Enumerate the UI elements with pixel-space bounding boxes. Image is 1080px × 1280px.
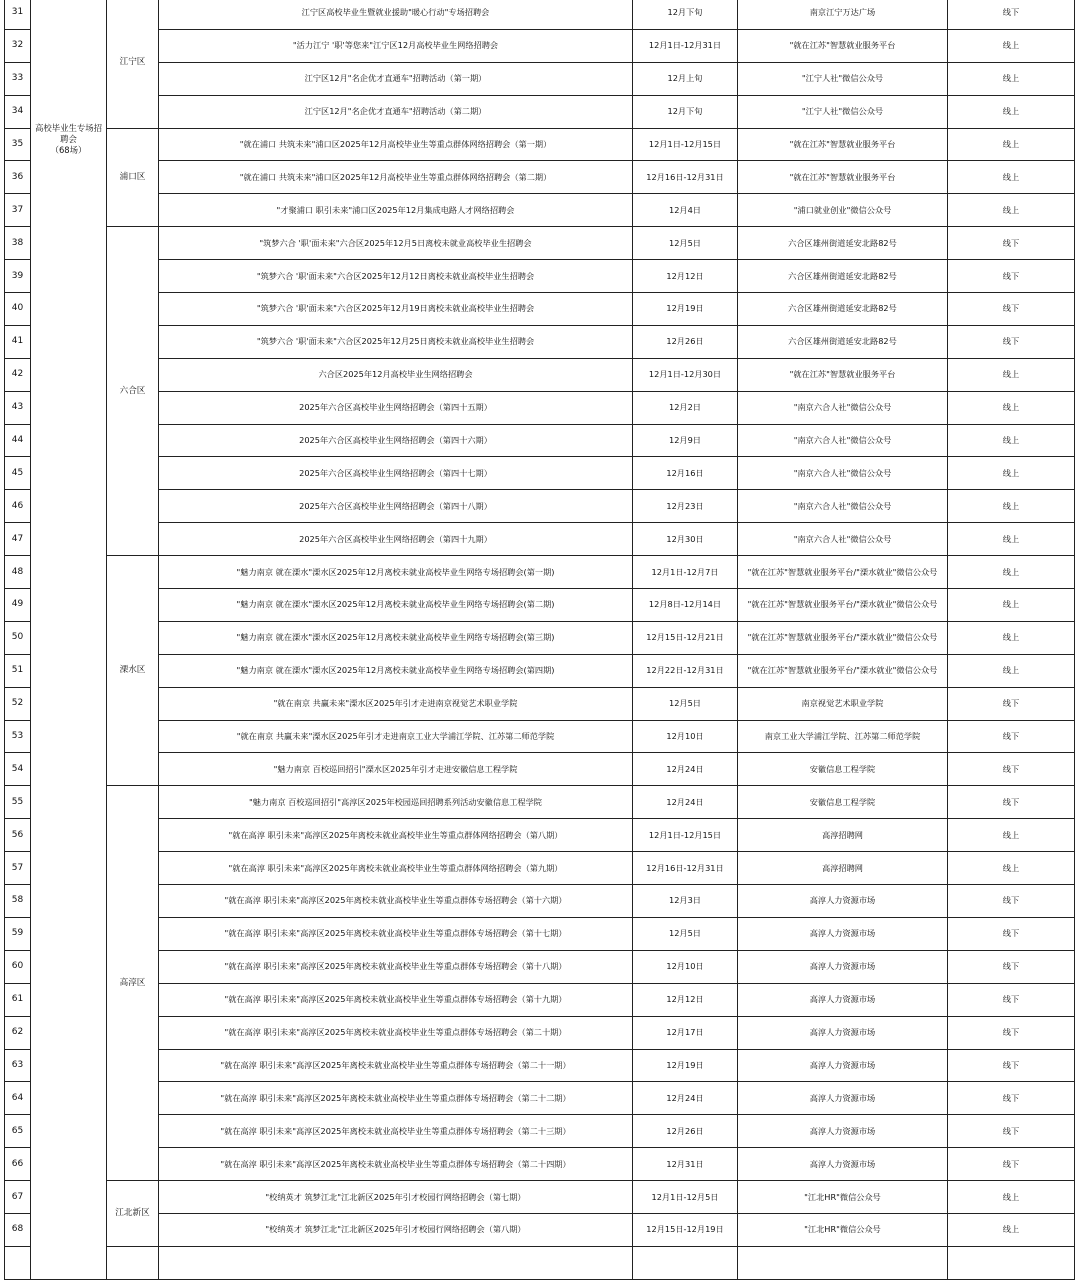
event-mode: 线上: [948, 128, 1075, 161]
table-row: [5, 227, 1075, 260]
category-cell: [31, 0, 107, 1279]
table-row: [5, 29, 1075, 62]
row-number: 40: [5, 293, 31, 326]
table-row: [5, 1082, 1075, 1115]
event-title: 2025年六合区高校毕业生网络招聘会（第四十六期）: [159, 424, 633, 457]
table-row: [5, 161, 1075, 194]
event-mode: 线上: [948, 1181, 1075, 1214]
row-number: 59: [5, 917, 31, 950]
event-venue: 高淳招聘网: [738, 852, 948, 885]
event-title: 2025年六合区高校毕业生网络招聘会（第四十七期）: [159, 457, 633, 490]
table-row: [5, 819, 1075, 852]
district-cell: 江北新区: [107, 1181, 159, 1247]
empty-cell: [948, 1246, 1075, 1279]
event-title: "就在浦口 共筑未来"浦口区2025年12月高校毕业生等重点群体网络招聘会（第一期）: [159, 128, 633, 161]
row-number: 52: [5, 687, 31, 720]
event-mode: 线上: [948, 556, 1075, 589]
event-date: 12月12日: [633, 260, 738, 293]
event-venue: 安徽信息工程学院: [738, 753, 948, 786]
table-row: [5, 293, 1075, 326]
event-mode: 线下: [948, 753, 1075, 786]
event-date: 12月10日: [633, 720, 738, 753]
event-title: "筑梦六合 '职'面未来"六合区2025年12月5日离校未就业高校毕业生招聘会: [159, 227, 633, 260]
event-date: 12月1日-12月31日: [633, 29, 738, 62]
event-date: 12月2日: [633, 391, 738, 424]
event-mode: 线上: [948, 457, 1075, 490]
table-row: [5, 786, 1075, 819]
event-title: "就在高淳 职引未来"高淳区2025年离校未就业高校毕业生等重点群体专场招聘会（第十九期）: [159, 983, 633, 1016]
event-mode: 线下: [948, 1049, 1075, 1082]
empty-cell: [633, 1246, 738, 1279]
table-row: [5, 1049, 1075, 1082]
event-date: 12月16日-12月31日: [633, 161, 738, 194]
empty-cell: [107, 1246, 159, 1279]
event-venue: 高淳人力资源市场: [738, 885, 948, 918]
table-row: [5, 358, 1075, 391]
row-number: 43: [5, 391, 31, 424]
table-row: [5, 917, 1075, 950]
event-mode: 线下: [948, 1082, 1075, 1115]
table-row: [5, 753, 1075, 786]
event-date: 12月19日: [633, 293, 738, 326]
event-title: "魅力南京 就在溧水"溧水区2025年12月离校未就业高校毕业生网络专场招聘会(第三期): [159, 621, 633, 654]
event-mode: 线下: [948, 1148, 1075, 1181]
row-number: 65: [5, 1115, 31, 1148]
event-date: 12月5日: [633, 687, 738, 720]
table-row: [5, 95, 1075, 128]
event-mode: 线下: [948, 325, 1075, 358]
event-mode: 线下: [948, 293, 1075, 326]
event-venue: "就在江苏"智慧就业服务平台/"溧水就业"微信公众号: [738, 556, 948, 589]
event-date: 12月23日: [633, 490, 738, 523]
table-row: [5, 457, 1075, 490]
table-row: [5, 1148, 1075, 1181]
empty-cell: [159, 1246, 633, 1279]
event-title: "魅力南京 就在溧水"溧水区2025年12月离校未就业高校毕业生网络专场招聘会(第二期): [159, 589, 633, 622]
event-venue: 六合区雄州街道延安北路82号: [738, 293, 948, 326]
row-number: 39: [5, 260, 31, 293]
event-venue: "江宁人社"微信公众号: [738, 62, 948, 95]
table-row: [5, 654, 1075, 687]
event-venue: 高淳人力资源市场: [738, 1049, 948, 1082]
event-mode: 线下: [948, 260, 1075, 293]
row-number: 56: [5, 819, 31, 852]
row-number: 49: [5, 589, 31, 622]
row-number: 46: [5, 490, 31, 523]
row-number: 38: [5, 227, 31, 260]
event-mode: 线下: [948, 687, 1075, 720]
event-mode: 线下: [948, 1016, 1075, 1049]
table-row: [5, 983, 1075, 1016]
event-title: "就在南京 共赢未来"溧水区2025年引才走进南京视觉艺术职业学院: [159, 687, 633, 720]
event-mode: 线下: [948, 0, 1075, 29]
event-title: 2025年六合区高校毕业生网络招聘会（第四十五期）: [159, 391, 633, 424]
table-row: [5, 128, 1075, 161]
event-title: "筑梦六合 '职'面未来"六合区2025年12月12日离校未就业高校毕业生招聘会: [159, 260, 633, 293]
row-number: 45: [5, 457, 31, 490]
row-number: 34: [5, 95, 31, 128]
event-venue: "南京六合人社"微信公众号: [738, 391, 948, 424]
event-date: 12月1日-12月5日: [633, 1181, 738, 1214]
event-mode: 线上: [948, 161, 1075, 194]
event-title: "就在高淳 职引未来"高淳区2025年离校未就业高校毕业生等重点群体网络招聘会（第八期）: [159, 819, 633, 852]
event-date: 12月26日: [633, 1115, 738, 1148]
event-venue: 高淳人力资源市场: [738, 1016, 948, 1049]
event-date: 12月31日: [633, 1148, 738, 1181]
event-mode: 线上: [948, 391, 1075, 424]
event-venue: 高淳人力资源市场: [738, 1082, 948, 1115]
event-mode: 线上: [948, 819, 1075, 852]
event-venue: 高淳人力资源市场: [738, 950, 948, 983]
event-mode: 线上: [948, 62, 1075, 95]
event-date: 12月30日: [633, 523, 738, 556]
event-venue: "就在江苏"智慧就业服务平台: [738, 29, 948, 62]
row-number: 31: [5, 0, 31, 29]
table-row: [5, 720, 1075, 753]
row-number: 47: [5, 523, 31, 556]
event-date: 12月15日-12月21日: [633, 621, 738, 654]
event-venue: "江北HR"微信公众号: [738, 1181, 948, 1214]
district-cell: 高淳区: [107, 786, 159, 1181]
event-date: 12月17日: [633, 1016, 738, 1049]
event-venue: 高淳招聘网: [738, 819, 948, 852]
event-mode: 线上: [948, 589, 1075, 622]
row-number: 68: [5, 1213, 31, 1246]
event-mode: 线下: [948, 950, 1075, 983]
event-mode: 线下: [948, 983, 1075, 1016]
event-venue: 六合区雄州街道延安北路82号: [738, 260, 948, 293]
event-venue: 高淳人力资源市场: [738, 1115, 948, 1148]
event-mode: 线上: [948, 654, 1075, 687]
event-venue: 南京江宁万达广场: [738, 0, 948, 29]
event-title: "就在高淳 职引未来"高淳区2025年离校未就业高校毕业生等重点群体专场招聘会（第十七期）: [159, 917, 633, 950]
event-date: 12月24日: [633, 1082, 738, 1115]
event-title: "就在高淳 职引未来"高淳区2025年离校未就业高校毕业生等重点群体专场招聘会（第二十期）: [159, 1016, 633, 1049]
event-title: "活力江宁 '职'等您来"江宁区12月高校毕业生网络招聘会: [159, 29, 633, 62]
event-title: "筑梦六合 '职'面未来"六合区2025年12月25日离校未就业高校毕业生招聘会: [159, 325, 633, 358]
event-date: 12月26日: [633, 325, 738, 358]
event-mode: 线下: [948, 885, 1075, 918]
event-date: 12月24日: [633, 786, 738, 819]
event-mode: 线下: [948, 1115, 1075, 1148]
table-row: [5, 687, 1075, 720]
event-date: 12月上旬: [633, 62, 738, 95]
district-cell: 溧水区: [107, 556, 159, 786]
event-title: 江宁区高校毕业生暨就业援助"暖心行动"专场招聘会: [159, 0, 633, 29]
row-number: 35: [5, 128, 31, 161]
event-venue: 高淳人力资源市场: [738, 983, 948, 1016]
district-cell: 六合区: [107, 227, 159, 556]
event-mode: 线下: [948, 917, 1075, 950]
event-venue: 安徽信息工程学院: [738, 786, 948, 819]
table-row: [5, 556, 1075, 589]
event-venue: "南京六合人社"微信公众号: [738, 490, 948, 523]
event-mode: 线上: [948, 523, 1075, 556]
event-venue: "南京六合人社"微信公众号: [738, 457, 948, 490]
table-row: [5, 260, 1075, 293]
event-venue: "江北HR"微信公众号: [738, 1213, 948, 1246]
row-number: 58: [5, 885, 31, 918]
event-date: 12月1日-12月7日: [633, 556, 738, 589]
event-mode: 线上: [948, 194, 1075, 227]
event-venue: "就在江苏"智慧就业服务平台: [738, 358, 948, 391]
event-title: 江宁区12月"名企优才直通车"招聘活动（第一期）: [159, 62, 633, 95]
event-title: "筑梦六合 '职'面未来"六合区2025年12月19日离校未就业高校毕业生招聘会: [159, 293, 633, 326]
event-title: "就在高淳 职引未来"高淳区2025年离校未就业高校毕业生等重点群体专场招聘会（第二十二期）: [159, 1082, 633, 1115]
table-row: [5, 950, 1075, 983]
event-date: 12月1日-12月15日: [633, 819, 738, 852]
table-row: [5, 1213, 1075, 1246]
row-number: 37: [5, 194, 31, 227]
event-date: 12月12日: [633, 983, 738, 1016]
event-venue: 南京视觉艺术职业学院: [738, 687, 948, 720]
event-date: 12月15日-12月19日: [633, 1213, 738, 1246]
table-row: [5, 424, 1075, 457]
event-mode: 线下: [948, 227, 1075, 260]
table-row: [5, 589, 1075, 622]
event-venue: 高淳人力资源市场: [738, 1148, 948, 1181]
event-title: "魅力南京 百校巡回招引"溧水区2025年引才走进安徽信息工程学院: [159, 753, 633, 786]
event-date: 12月5日: [633, 227, 738, 260]
event-mode: 线上: [948, 424, 1075, 457]
table-row: [5, 62, 1075, 95]
event-date: 12月24日: [633, 753, 738, 786]
event-venue: "就在江苏"智慧就业服务平台: [738, 161, 948, 194]
event-date: 12月下旬: [633, 95, 738, 128]
job-fair-table: [4, 0, 1075, 1280]
table-row: [5, 325, 1075, 358]
category-name: 高校毕业生专场招聘会: [35, 123, 102, 144]
event-title: 2025年六合区高校毕业生网络招聘会（第四十九期）: [159, 523, 633, 556]
event-venue: 六合区雄州街道延安北路82号: [738, 227, 948, 260]
table-row: [5, 194, 1075, 227]
table-row: [5, 885, 1075, 918]
event-title: "就在高淳 职引未来"高淳区2025年离校未就业高校毕业生等重点群体网络招聘会（第九期）: [159, 852, 633, 885]
event-mode: 线上: [948, 621, 1075, 654]
event-date: 12月8日-12月14日: [633, 589, 738, 622]
row-number: 62: [5, 1016, 31, 1049]
event-date: 12月9日: [633, 424, 738, 457]
table-row: [5, 852, 1075, 885]
table-row: [5, 1115, 1075, 1148]
event-date: 12月5日: [633, 917, 738, 950]
event-title: "校纳英才 筑梦江北"江北新区2025年引才校园行网络招聘会（第八期）: [159, 1213, 633, 1246]
table-row: [5, 391, 1075, 424]
row-number: 57: [5, 852, 31, 885]
event-mode: 线上: [948, 490, 1075, 523]
event-mode: 线上: [948, 29, 1075, 62]
event-date: 12月下旬: [633, 0, 738, 29]
table-row: [5, 0, 1075, 29]
event-date: 12月1日-12月30日: [633, 358, 738, 391]
event-mode: 线上: [948, 95, 1075, 128]
event-date: 12月22日-12月31日: [633, 654, 738, 687]
event-venue: 六合区雄州街道延安北路82号: [738, 325, 948, 358]
table-row: [5, 490, 1075, 523]
row-number: 67: [5, 1181, 31, 1214]
row-number: 36: [5, 161, 31, 194]
row-number: 63: [5, 1049, 31, 1082]
row-number: 42: [5, 358, 31, 391]
event-title: "才聚浦口 职引未来"浦口区2025年12月集成电路人才网络招聘会: [159, 194, 633, 227]
row-number: 51: [5, 654, 31, 687]
event-mode: 线下: [948, 786, 1075, 819]
event-date: 12月16日: [633, 457, 738, 490]
event-venue: "南京六合人社"微信公众号: [738, 523, 948, 556]
event-title: "就在浦口 共筑未来"浦口区2025年12月高校毕业生等重点群体网络招聘会（第二期）: [159, 161, 633, 194]
table-row: [5, 1016, 1075, 1049]
table-row: [5, 1181, 1075, 1214]
event-venue: "就在江苏"智慧就业服务平台/"溧水就业"微信公众号: [738, 589, 948, 622]
row-number: 66: [5, 1148, 31, 1181]
row-number: 48: [5, 556, 31, 589]
row-number: 44: [5, 424, 31, 457]
table-row: [5, 621, 1075, 654]
event-venue: "江宁人社"微信公众号: [738, 95, 948, 128]
event-date: 12月16日-12月31日: [633, 852, 738, 885]
event-title: "魅力南京 就在溧水"溧水区2025年12月离校未就业高校毕业生网络专场招聘会(第一期): [159, 556, 633, 589]
empty-cell: [5, 1246, 31, 1279]
event-title: "就在南京 共赢未来"溧水区2025年引才走进南京工业大学浦江学院、江苏第二师范学院: [159, 720, 633, 753]
event-date: 12月3日: [633, 885, 738, 918]
event-venue: "就在江苏"智慧就业服务平台: [738, 128, 948, 161]
empty-cell: [738, 1246, 948, 1279]
row-number: 50: [5, 621, 31, 654]
row-number: 33: [5, 62, 31, 95]
event-title: "魅力南京 百校巡回招引"高淳区2025年校园巡回招聘系列活动安徽信息工程学院: [159, 786, 633, 819]
event-title: "就在高淳 职引未来"高淳区2025年离校未就业高校毕业生等重点群体专场招聘会（第二十一期）: [159, 1049, 633, 1082]
row-number: 64: [5, 1082, 31, 1115]
row-number: 61: [5, 983, 31, 1016]
event-venue: "就在江苏"智慧就业服务平台/"溧水就业"微信公众号: [738, 621, 948, 654]
district-cell: 江宁区: [107, 0, 159, 128]
event-venue: 南京工业大学浦江学院、江苏第二师范学院: [738, 720, 948, 753]
table-body: [5, 0, 1075, 1279]
table-row-partial: [5, 1246, 1075, 1279]
row-number: 60: [5, 950, 31, 983]
row-number: 54: [5, 753, 31, 786]
row-number: 55: [5, 786, 31, 819]
district-cell: 浦口区: [107, 128, 159, 227]
event-mode: 线上: [948, 852, 1075, 885]
event-title: 2025年六合区高校毕业生网络招聘会（第四十八期）: [159, 490, 633, 523]
table-row: [5, 523, 1075, 556]
event-title: "就在高淳 职引未来"高淳区2025年离校未就业高校毕业生等重点群体专场招聘会（第十六期）: [159, 885, 633, 918]
event-date: 12月4日: [633, 194, 738, 227]
event-mode: 线上: [948, 1213, 1075, 1246]
event-title: "魅力南京 就在溧水"溧水区2025年12月离校未就业高校毕业生网络专场招聘会(第四期): [159, 654, 633, 687]
event-mode: 线下: [948, 720, 1075, 753]
row-number: 53: [5, 720, 31, 753]
event-date: 12月19日: [633, 1049, 738, 1082]
event-date: 12月10日: [633, 950, 738, 983]
event-venue: "就在江苏"智慧就业服务平台/"溧水就业"微信公众号: [738, 654, 948, 687]
event-venue: 高淳人力资源市场: [738, 917, 948, 950]
event-venue: "浦口就业创业"微信公众号: [738, 194, 948, 227]
row-number: 32: [5, 29, 31, 62]
event-venue: "南京六合人社"微信公众号: [738, 424, 948, 457]
row-number: 41: [5, 325, 31, 358]
event-title: "就在高淳 职引未来"高淳区2025年离校未就业高校毕业生等重点群体专场招聘会（第二十四期）: [159, 1148, 633, 1181]
event-title: "就在高淳 职引未来"高淳区2025年离校未就业高校毕业生等重点群体专场招聘会（第二十三期）: [159, 1115, 633, 1148]
event-title: 六合区2025年12月高校毕业生网络招聘会: [159, 358, 633, 391]
event-title: "校纳英才 筑梦江北"江北新区2025年引才校园行网络招聘会（第七期）: [159, 1181, 633, 1214]
event-date: 12月1日-12月15日: [633, 128, 738, 161]
category-count: （68场）: [50, 145, 87, 155]
event-title: 江宁区12月"名企优才直通车"招聘活动（第二期）: [159, 95, 633, 128]
event-title: "就在高淳 职引未来"高淳区2025年离校未就业高校毕业生等重点群体专场招聘会（第十八期）: [159, 950, 633, 983]
event-mode: 线上: [948, 358, 1075, 391]
